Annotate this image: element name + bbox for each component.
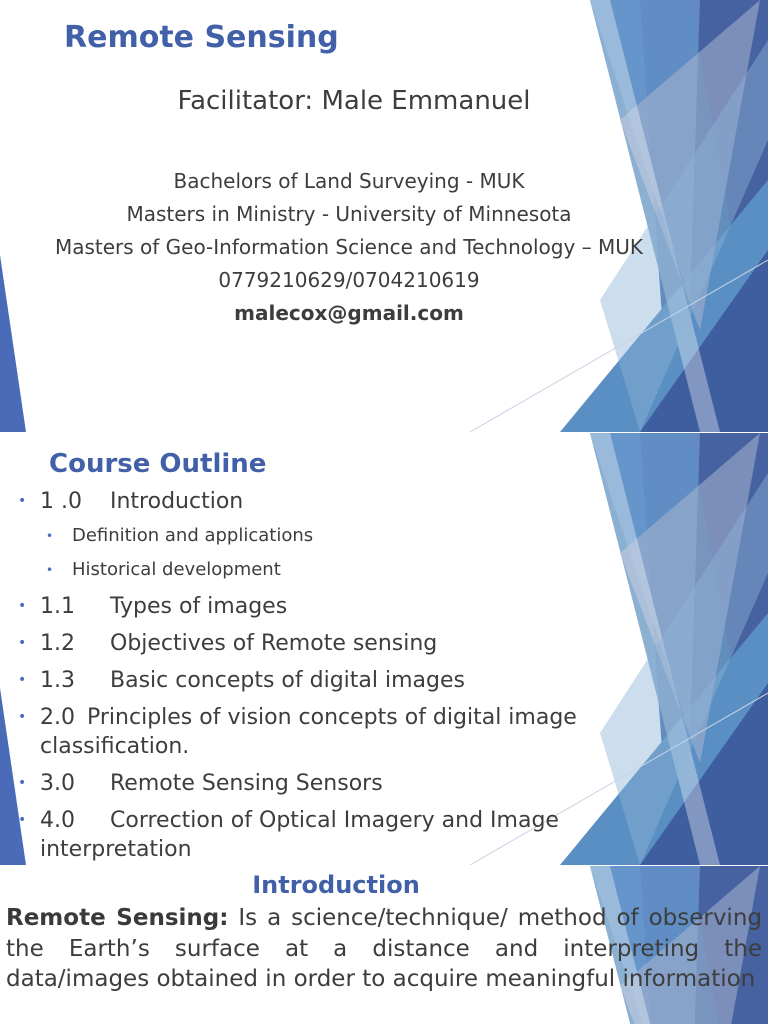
list-item: • 3.0 Remote Sensing Sensors (18, 771, 383, 796)
slide-introduction (0, 866, 768, 1024)
definition-paragraph (6, 903, 762, 995)
definition-term: Remote Sensing: (6, 905, 229, 931)
slide-course-outline (0, 433, 768, 865)
slide-title (0, 0, 768, 432)
list-item: • 1.2 Objectives of Remote sensing (18, 631, 438, 656)
credentials-block (40, 168, 658, 333)
facilitator-line: Facilitator: Male Emmanuel (177, 86, 531, 116)
credential-line: Masters in Ministry - University of Minnesota (126, 202, 572, 226)
bullet-icon: • (46, 563, 54, 577)
list-item: • Historical development (46, 559, 281, 580)
bullet-icon: • (46, 529, 54, 543)
outline-heading: Course Outline (49, 449, 267, 479)
list-item: • 1.1 Types of images (18, 594, 288, 619)
list-item: • 4.0 Correction of Optical Imagery and Image interpretation (18, 808, 559, 862)
slide-title-heading: Remote Sensing (64, 20, 339, 55)
bullet-icon: • (18, 672, 27, 688)
bullet-icon: • (18, 812, 27, 828)
definition-text: Is a science/technique/ method of observing the Earth’s surface at a distance and interpreting the data/images obtained in order to acquire meaningful information (6, 905, 763, 992)
bullet-icon: • (18, 775, 27, 791)
bullet-icon: • (18, 598, 27, 614)
bullet-icon: • (18, 709, 27, 725)
list-item: • 2.0 Principles of vision concepts of digital image classification. (18, 705, 577, 759)
list-item: • 1.3 Basic concepts of digital images (18, 668, 465, 693)
credential-line: Masters of Geo-Information Science and Technology – MUK (54, 235, 644, 259)
bullet-icon: • (18, 493, 27, 509)
list-item: • Definition and applications (46, 525, 314, 546)
phone-numbers: 0779210629/0704210619 (218, 268, 480, 292)
list-item: • 1 .0 Introduction (18, 489, 244, 514)
outline-list (18, 487, 658, 865)
credential-line: Bachelors of Land Surveying - MUK (173, 169, 525, 193)
bullet-icon: • (18, 635, 27, 651)
introduction-heading: Introduction (252, 871, 420, 899)
email-address: malecox@gmail.com (234, 301, 464, 325)
